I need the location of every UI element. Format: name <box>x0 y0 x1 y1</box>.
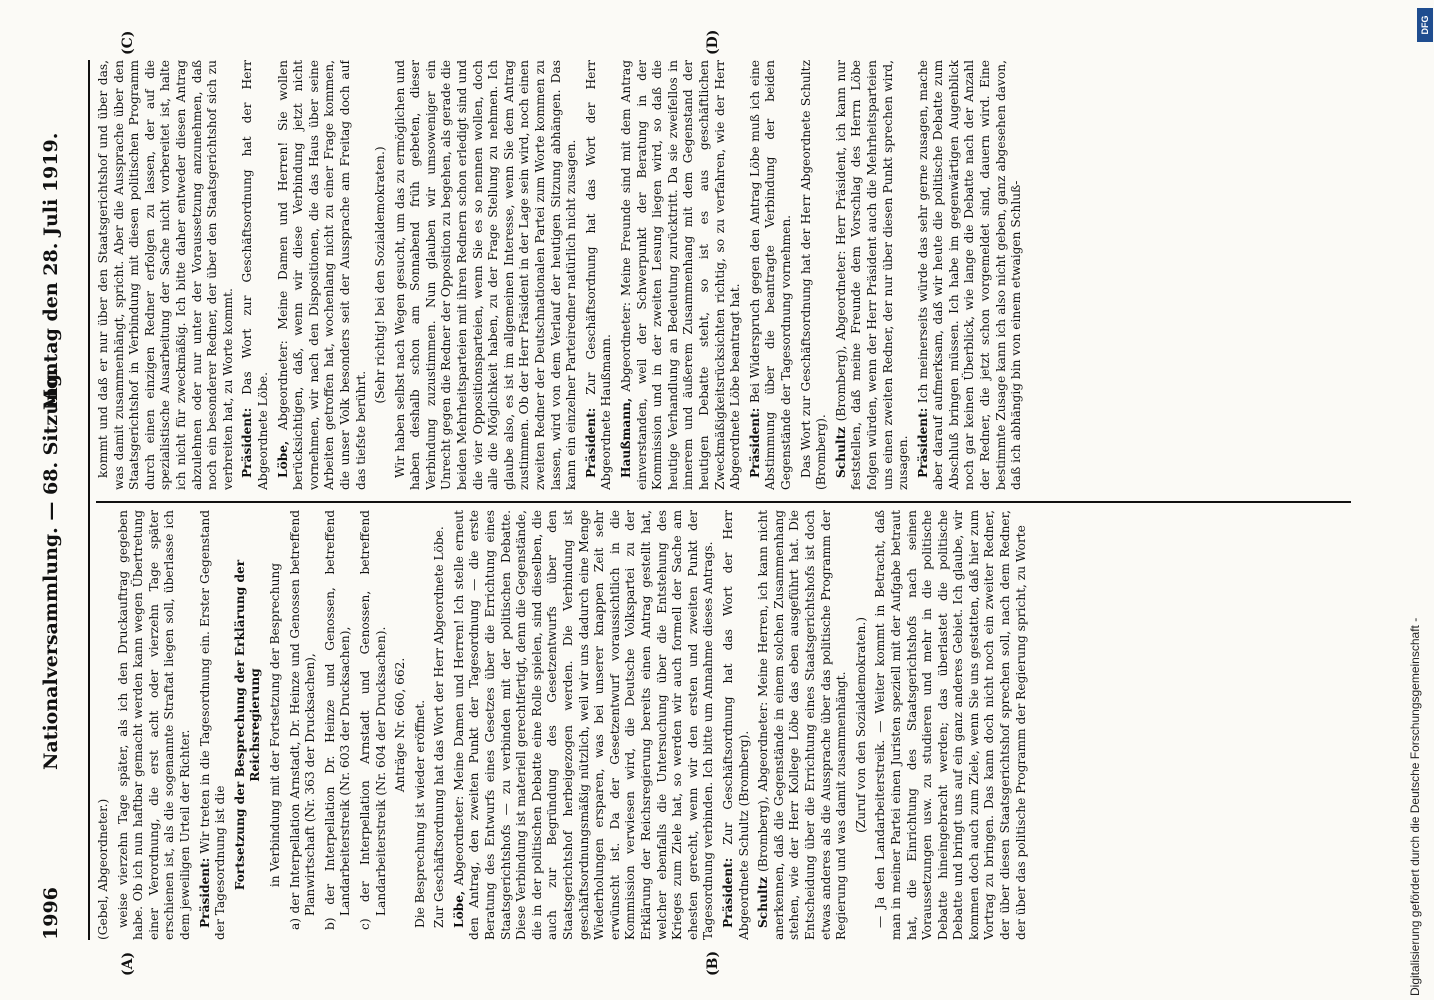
speaker-name: Schultz <box>833 426 848 478</box>
motions-line: Anträge Nr. 660, 662. <box>393 657 408 793</box>
header-assembly: Nationalversammlung. — 68. Sitzung. <box>40 367 62 770</box>
paragraph: Löbe, Abgeordneter: Meine Damen und Herren! Ich stelle erneut den Antrag, den zweiten Punkt der Tagesordnung — die erste Beratung des Entwurfs eines Gesetzes über die Errichtung eines Staatsgerichtshofs — zu verbinden mit der politischen Debatte. Diese Verbindung ist materiell gerechtfertigt, denn die Gegenstände, die in der politischen Debatte eine Rolle spielen, sind dieselben, die auch zur Begründung des Gesetzentwurfs über den Staatsgerichtshof herbeigezogen werden. Die Verbindung ist geschäftsordnungsmäßig nützlich, weil wir uns dadurch eine Menge Wiederholungen ersparen, was bei unserer knappen Zeit sehr erwünscht ist. Da der Gesetzentwurf voraussichtlich in die Kommission verwiesen wird, die Deutsche Volkspartei zu der Erklärung der Reichsregierung bereits einen Antrag gestellt hat, welcher ebenfalls die Untersuchung über die Entstehung des Krieges zum Ziele hat, so werden wir auch formell der Sache am ehesten gerecht, wenn wir den ersten und zweiten Punkt der Tagesordnung verbinden. Ich bitte um Annahme dieses Antrags. <box>451 510 716 940</box>
speaker-name: Haußmann, <box>619 397 633 478</box>
paragraph: Haußmann, Abgeordneter: Meine Freunde sind mit dem Antrag einverstanden, weil der Schwerpunkt der Beratung in der Kommission und in der zweiten Lesung liegen wird, so daß die heutige Verhandlung an Bedeutung zurücktritt. Da sie zweifellos in innerem und äußerem Zusammenhang mit dem Gegenstand der heutigen Debatte steht, so ist es aus geschäftlichen Zweckmäßigkeitsrücksichten richtig, so zu verfahren, wie der Herr Abgeordnete Löbe beantragt hat. <box>619 60 743 490</box>
left-column <box>96 510 1351 940</box>
interjection: (Sehr richtig! bei den Sozialdemokraten.) <box>373 146 388 404</box>
margin-marker-a: (A) <box>120 951 136 976</box>
speaker-name: Schultz <box>756 876 771 928</box>
page-number: 1996 <box>40 887 62 940</box>
right-column <box>96 60 1351 490</box>
dfg-logo-icon: DFG <box>1417 8 1433 42</box>
speaker-name: Löbe, <box>275 440 290 478</box>
paragraph: Das Wort zur Geschäftsordnung hat der Herr Abgeordnete Schultz (Bromberg). <box>798 60 829 490</box>
paragraph: Löbe, Abgeordneter: Meine Damen und Herren! Sie wollen berücksichtigen, daß, wenn wir diese Verbindung jetzt nicht vornehmen, wir nach den Dispositionen, die das Haus über seine Arbeiten getroffen hat, wochenlang nicht zu einer Frage kommen, die unser Volk besonders seit der Aussprache am Freitag doch auf das tiefste berührt. <box>275 60 368 490</box>
margin-marker-d: (D) <box>705 29 721 55</box>
paragraph: — Ja den Landarbeiterstreik. — Weiter kommt in Betracht, daß man in meiner Partei einen Juristen speziell mit der Aufgabe betraut hat, die Einrichtung des Staatsgerichtshofs nach seinen Voraussetzungen usw. zu studieren und mehr in die politische Debatte hineingebracht werden; das überlastet die politische Debatte und bringt uns auf ein ganz anderes Gebiet. Ich glaube, wir kommen doch auch zum Ziele, wenn Sie uns gestatten, daß hier zum Vortrag zu bringen. Das kann doch nicht noch ein zweiter Redner, der über diesen Staatsgerichtshof sprechen soll, nach dem Redner, der über das politische Programm der Regierung spricht, zu Worte <box>873 510 1028 940</box>
digitization-note: Digitalisierung gefördert durch die Deutsche Forschungsgemeinschaft - <box>1408 617 1422 996</box>
header-date: Montag den 28. Juli 1919. <box>40 132 62 410</box>
speaker-name: Präsident: <box>915 407 930 478</box>
paragraph: Präsident: Wir treten in die Tagesordnung ein. Erster Gegenstand der Tagesordnung ist die <box>197 510 228 940</box>
paragraph: Schultz (Bromberg), Abgeordneter: Herr Präsident, ich kann nur feststellen, daß meine Freunde dem Vorschlag des Herrn Löbe folgen würden, wenn der Herr Präsident auch die Mehrheitsparteien uns einen zweiten Redner, der nur über diesen Punkt sprechen wird, zusagen. <box>833 60 911 490</box>
agenda-item-c: c) der Interpellation Arnstadt und Genossen, betreffend Landarbeiterstreik (Nr. 604 der Drucksachen). <box>357 510 388 930</box>
paragraph: weise vierzehn Tage später, als ich den Druckauftrag gegeben habe. Ob ich nun haftbar gemacht werden kann wegen Übertretung einer Verordnung, die erst acht oder vierzehn Tage später erschienen ist, als die sogenannte Straftat liegen soll, überlasse ich dem jeweiligen Urteil der Richter. <box>115 510 192 940</box>
agenda-item-b: b) der Interpellation Dr. Heinze und Genossen, betreffend Landarbeiterstreik (Nr. 603 der Drucksachen), <box>322 510 353 930</box>
speaker-name: Präsident: <box>240 407 255 478</box>
agenda-subtitle: in Verbindung mit der Fortsetzung der Besprechung <box>267 562 282 888</box>
speaker-name: Präsident: <box>720 857 735 928</box>
paragraph: Wir haben selbst nach Wegen gesucht, um das zu ermöglichen und haben deshalb schon am Sonnabend früh gebeten, dieser Verbindung zuzustimmen. Nun glauben wir umsoweniger ein Unrecht gegen die Redner der Opposition zu begehen, als gerade die beiden Mehrheitsparteien mit ihren Rednern schon erledigt sind und die vier Oppositionsparteien, wenn Sie es so nennen wollen, doch alle die Möglichkeit haben, zu der Frage Stellung zu nehmen. Ich glaube also, es ist im allgemeinen Interesse, wenn Sie dem Antrag zustimmen. Ob der Herr Präsident in der Lage sein wird, noch einen zweiten Redner der Deutschnationalen Partei zum Worte kommen zu lassen, wird von dem Verlauf der heutigen Sitzung abhängen. Das kann ein einzelner Parteiredner natürlich nicht zusagen. <box>392 60 579 490</box>
paragraph: Die Besprechung ist wieder eröffnet. <box>412 699 427 928</box>
margin-marker-c: (C) <box>120 30 136 55</box>
speaker-name: Präsident: <box>747 407 762 478</box>
margin-marker-b: (B) <box>705 950 721 976</box>
speaker-tag: (Gebel, Abgeordneter.) <box>96 798 110 940</box>
paragraph: Präsident: Zur Geschäftsordnung hat das Wort der Herr Abgeordnete Schultz (Bromberg). <box>720 510 751 940</box>
paragraph: Präsident: Ich meinerseits würde das sehr gerne zusagen, mache aber darauf aufmerksam, daß wir heute die politische Debatte zum Abschluß bringen müssen. Ich habe im gegenwärtigen Augenblick noch gar keinen Überblick, wie lange die Debatte nach der Anzahl der Redner, die jetzt schon vorgemeldet sind, dauern wird. Eine bestimmte Zusage kann ich also nicht geben, ganz abgesehen davon, daß ich abhängig bin von einem etwaigen Schluß- <box>915 60 1024 490</box>
paragraph: Präsident: Zur Geschäftsordnung hat das Wort der Herr Abgeordnete Haußmann. <box>583 60 614 490</box>
paragraph: Präsident: Das Wort zur Geschäftsordnung hat der Herr Abgeordnete Löbe. <box>240 60 270 490</box>
agenda-item-a: a) der Interpellation Arnstadt, Dr. Heinze und Genossen betreffend Planwirtschaft (Nr. 363 der Drucksachen), <box>287 510 318 930</box>
interjection: (Zuruf von den Sozialdemokraten.) <box>853 617 868 833</box>
column-divider <box>96 501 1351 503</box>
paragraph: Zur Geschäftsordnung hat das Wort der Herr Abgeordnete Löbe. <box>432 526 447 928</box>
speaker-name: Präsident: <box>197 857 212 928</box>
header-rule <box>88 60 90 940</box>
paragraph: Schultz (Bromberg), Abgeordneter: Meine Herren, ich kann nicht anerkennen, daß die Gegenstände in einem solchen Zusammenhang stehen, wie der Herr Kollege Löbe das eben ausgeführt hat. Die Entscheidung über die Errichtung eines Staatsgerichtshofs ist doch etwas anderes als die Aussprache über das politische Programm der Regierung und was damit zusammenhängt. <box>756 510 849 940</box>
speaker-name: Präsident: <box>583 407 598 478</box>
paragraph: kommt und daß er nur über den Staatsgerichtshof und über das, was damit zusammenhängt, spricht. Aber die Aussprache über den Staatsgerichtshof in Verbindung mit diesen politischen Programm durch einen einzigen Redner erfolgen zu lassen, der auf die spezialistische Ausarbeitung der Sache nicht vorbereitet ist, halte ich nicht für zweckmäßig. Ich bitte daher entweder diesen Antrag abzulehnen oder nur unter der Voraussetzung anzunehmen, daß noch ein besonderer Redner, der über den Staatsgerichtshof sich zu verbreiten hat, zu Worte kommt. <box>96 60 235 490</box>
speaker-name: Löbe, <box>451 890 466 928</box>
paragraph: Präsident: Bei Widerspruch gegen den Antrag Löbe muß ich eine Abstimmung über die beantragte Verbindung der beiden Gegenstände der Tagesordnung vornehmen. <box>747 60 793 490</box>
agenda-title: Fortsetzung der Besprechung der Erklärung der Reichsregierung <box>232 559 263 891</box>
